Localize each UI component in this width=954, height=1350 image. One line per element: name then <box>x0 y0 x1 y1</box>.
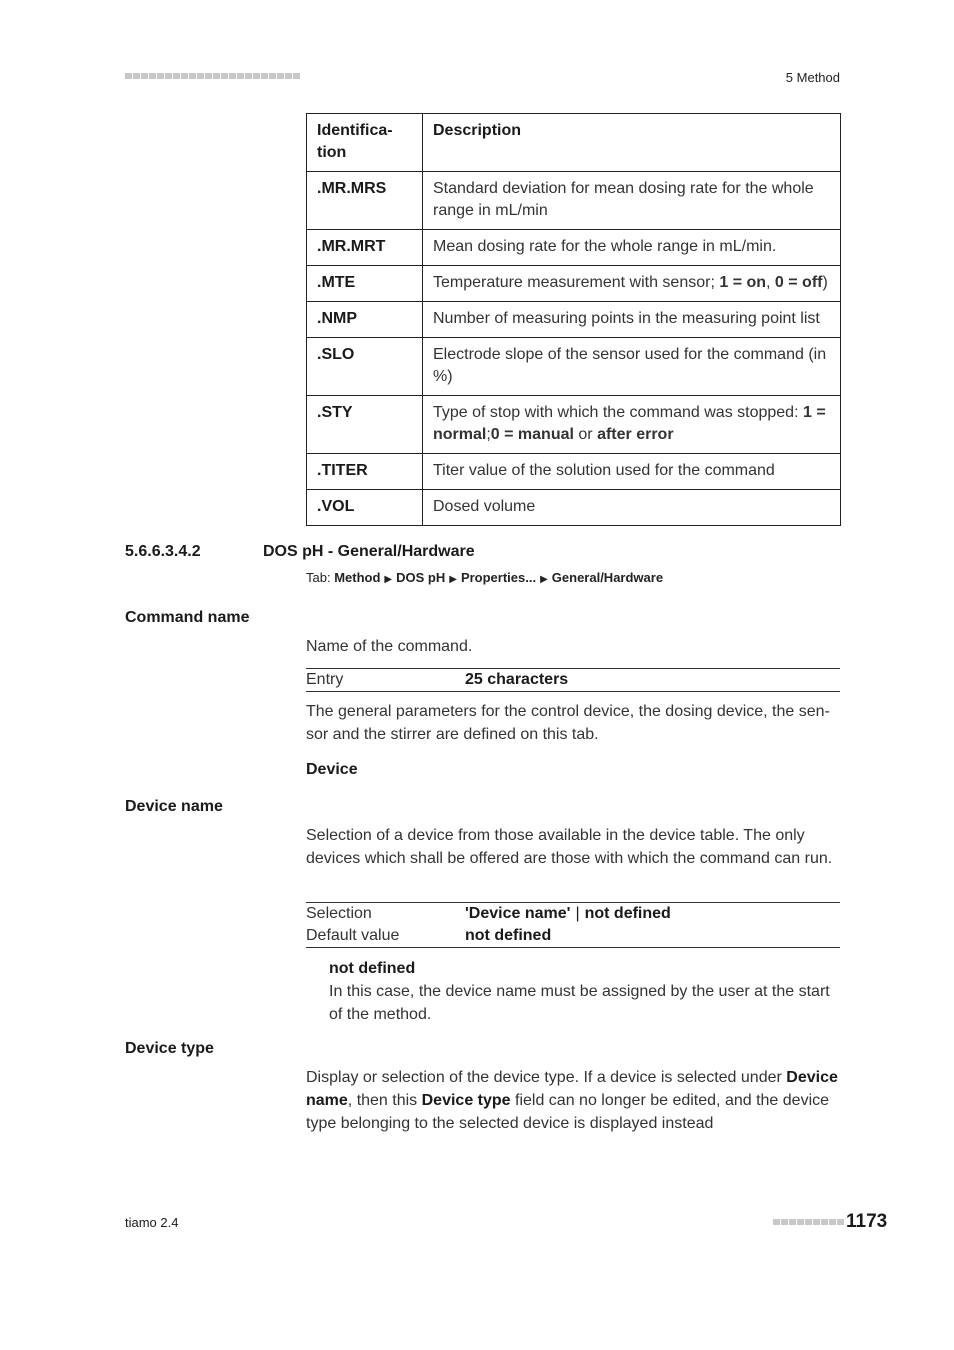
command-name-label: Command name <box>125 609 250 626</box>
arrow-right-icon: ▶ <box>540 574 548 585</box>
not-defined-option <box>329 957 839 1026</box>
tab-prefix: Tab: <box>306 570 335 585</box>
description-cell: Mean dosing rate for the whole range in mL/min. <box>423 230 841 266</box>
device-heading: Device <box>306 761 358 778</box>
selection-key: Selection <box>306 905 372 922</box>
identification-cell: .MR.MRS <box>307 172 423 230</box>
table-row <box>307 490 841 526</box>
description-cell: Titer value of the solution used for the command <box>423 454 841 490</box>
selection-value <box>465 903 671 925</box>
description-cell: Electrode slope of the sensor used for the command (in %) <box>423 338 841 396</box>
entry-value: 25 characters <box>465 671 569 688</box>
identification-cell: .MR.MRT <box>307 230 423 266</box>
identification-cell: .SLO <box>307 338 423 396</box>
selection-value-not-defined: not defined <box>584 905 671 922</box>
selection-value-device-name: 'Device name' <box>465 905 571 922</box>
page-number: 1173 <box>846 1211 888 1232</box>
identification-cell: .NMP <box>307 302 423 338</box>
command-name-description: Name of the command. <box>306 638 473 655</box>
table-row <box>307 302 841 338</box>
table-row <box>307 454 841 490</box>
device-name-values-table <box>306 902 840 948</box>
arrow-right-icon: ▶ <box>384 574 393 585</box>
description-cell: Temperature measurement with sensor; 1 = on, 0 = off) <box>423 266 841 302</box>
command-name-entry-table <box>306 668 840 692</box>
general-parameters-text: The general parameters for the control device, the dosing device, the sen-sor and the stirrer are defined on this tab. <box>306 703 830 743</box>
section-number: 5.6.6.3.4.2 <box>125 543 201 560</box>
table-row <box>307 230 841 266</box>
tab-path-item: General/Hardware <box>551 570 664 585</box>
section-title: DOS pH - General/Hardware <box>263 543 475 560</box>
selection-separator: | <box>575 905 580 922</box>
table-row <box>307 396 841 454</box>
table-row <box>307 338 841 396</box>
footer-product: tiamo 2.4 <box>125 1215 179 1230</box>
header-decoration <box>125 73 300 79</box>
option-title: not defined <box>329 960 416 977</box>
device-type-description: Display or selection of the device type. If a device is selected under Device name, then this Device type field can no longer be edited, and the device type belonging to the selected device is displayed instead <box>306 1069 838 1132</box>
table-row <box>307 266 841 302</box>
column-header-identification: Identifica- tion <box>307 114 423 172</box>
default-value-key: Default value <box>306 927 400 944</box>
arrow-right-icon: ▶ <box>449 574 457 585</box>
identification-cell: .VOL <box>307 490 423 526</box>
tab-path-item: DOS pH <box>396 570 446 585</box>
entry-key: Entry <box>306 671 344 688</box>
description-cell: Type of stop with which the command was stopped: 1 = normal;0 = manual or after error <box>423 396 841 454</box>
column-header-description: Description <box>423 114 841 172</box>
device-name-label: Device name <box>125 798 223 815</box>
description-cell: Number of measuring points in the measuring point list <box>423 302 841 338</box>
table-row <box>307 172 841 230</box>
selection-row <box>306 903 840 925</box>
entry-row <box>306 669 840 691</box>
identification-cell: .STY <box>307 396 423 454</box>
description-cell: Standard deviation for mean dosing rate for the whole range in mL/min <box>423 172 841 230</box>
default-value-row <box>306 925 840 947</box>
header-section: 5 Method <box>785 70 840 85</box>
tab-path <box>306 570 663 585</box>
identification-cell: .MTE <box>307 266 423 302</box>
description-cell: Dosed volume <box>423 490 841 526</box>
footer-decoration <box>773 1219 844 1225</box>
option-text: In this case, the device name must be assigned by the user at the start of the method. <box>329 983 830 1023</box>
device-type-label: Device type <box>125 1040 214 1057</box>
table-header-row <box>307 114 841 172</box>
identification-cell: .TITER <box>307 454 423 490</box>
tab-path-item: Method <box>334 570 381 585</box>
default-value: not defined <box>465 927 552 944</box>
tab-path-item: Properties... <box>460 570 537 585</box>
device-name-description: Selection of a device from those available in the device table. The only devices which shall be offered are those with which the command can run. <box>306 827 833 867</box>
identification-table <box>306 113 841 526</box>
